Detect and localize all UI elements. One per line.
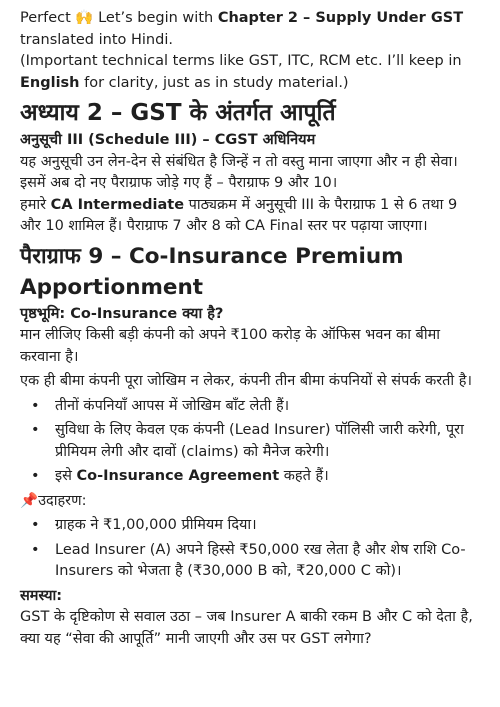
ca-part2: पाठ्यक्रम में अनुसूची III के पैराग्राफ 1 से 6 तथा 9 और 10 शामिल हैं। पैराग्राफ 7 और 8 को CA Final स्तर पर पढ़ाया जाएगा। [20, 196, 458, 234]
background-paragraph-2: एक ही बीमा कंपनी पूरा जोखिम न लेकर, कंपनी तीन बीमा कंपनियों से संपर्क करती है। [20, 373, 472, 389]
list-item [20, 466, 482, 488]
example-label: उदाहरण: [38, 492, 87, 509]
background-paragraph-1: मान लीजिए किसी बड़ी कंपनी को अपने ₹100 करोड़ के ऑफिस भवन का बीमा करवाना है। [20, 327, 441, 365]
bullet-icon: • [31, 517, 40, 533]
pushpin-icon: 📌 [20, 492, 39, 509]
bullet3-part2: कहते हैं। [283, 468, 329, 484]
raised-hands-icon: 🙌 [75, 10, 94, 26]
intro-translated: translated into Hindi. [20, 31, 173, 48]
coinsurance-bullet-list [20, 396, 482, 488]
list-item-text: ग्राहक ने ₹1,00,000 प्रीमियम दिया। [55, 517, 257, 533]
example-bullet-list [20, 515, 482, 583]
problem-paragraph: GST के दृष्टिकोण से सवाल उठा – जब Insurer A बाकी रकम B और C को देता है, क्या यह “सेवा की आपूर्ति” मानी जाएगी और उस पर GST लगेगा? [20, 609, 473, 647]
ca-part1: हमारे [20, 196, 47, 213]
intro-note [20, 51, 482, 94]
intro-note-part1: (Important technical terms like GST, ITC, RCM etc. I’ll keep in [20, 53, 462, 69]
intro-note-part2: for clarity, just as in study material.) [84, 74, 349, 91]
bullet3-part1: इसे [55, 468, 72, 484]
intro-lets-begin: Let’s begin with [98, 10, 214, 26]
list-item [20, 420, 482, 463]
bullet-icon: • [31, 541, 40, 558]
schedule-paragraph: यह अनुसूची उन लेन-देन से संबंधित है जिन्हें न तो वस्तु माना जाएगा और न ही सेवा। इसमें अब दो नए पैराग्राफ जोड़े गए हैं – पैराग्राफ 9 और 10। [20, 153, 458, 191]
bullet3-bold: Co-Insurance Agreement [76, 468, 280, 484]
example-heading [20, 491, 482, 513]
paragraph-9-title: पैराग्राफ 9 – Co-Insurance Premium Apportionment [20, 243, 404, 300]
ca-paragraph [20, 195, 482, 238]
list-item [20, 396, 482, 418]
bullet-icon: • [31, 422, 40, 438]
list-item [20, 515, 482, 537]
list-item-text: Lead Insurer (A) अपने हिस्से ₹50,000 रख लेता है और शेष राशि Co-Insurers को भेजता है (₹30,000 B को, ₹20,000 C को)। [55, 541, 466, 579]
intro-chapter-ref: Chapter 2 – Supply Under GST [217, 10, 464, 26]
problem-heading: समस्या: [20, 587, 63, 604]
list-item-text: सुविधा के लिए केवल एक कंपनी (Lead Insurer) पॉलिसी जारी करेगी, पूरा प्रीमियम लेगी और दावों (claims) को मैनेज करेगी। [55, 422, 464, 460]
chapter-title: अध्याय 2 – GST के अंतर्गत आपूर्ति [20, 100, 336, 126]
list-item [20, 540, 482, 583]
intro-line [20, 8, 482, 51]
bullet-icon: • [31, 397, 40, 414]
ca-intermediate: CA Intermediate [50, 196, 185, 213]
bullet-icon: • [31, 468, 40, 484]
background-heading: पृष्ठभूमि: Co-Insurance क्या है? [20, 305, 224, 322]
intro-perfect: Perfect [20, 10, 71, 26]
intro-note-english: English [20, 74, 80, 91]
schedule-heading: अनुसूची III (Schedule III) – CGST अधिनियम [20, 132, 316, 148]
list-item-text: तीनों कंपनियाँ आपस में जोखिम बाँट लेती हैं। [55, 397, 290, 414]
